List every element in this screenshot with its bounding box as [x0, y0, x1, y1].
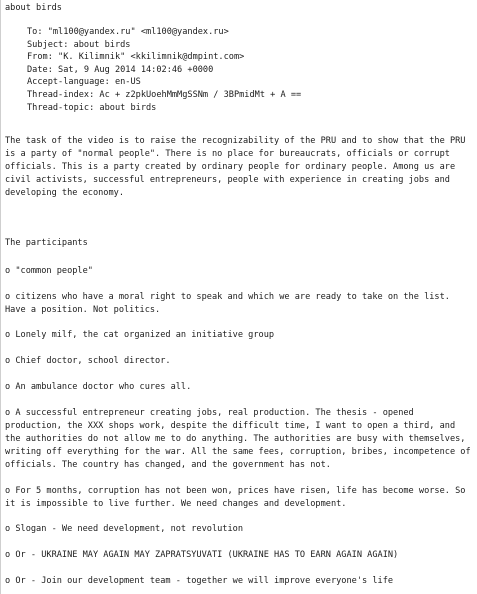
header-from: From: "K. Kilimnik" <kkilimnik@dmpint.com>	[27, 52, 245, 63]
list-item: o An ambulance doctor who cures all.	[5, 382, 192, 392]
list-item: o Lonely milf, the cat organized an initiative group	[5, 330, 275, 340]
header-accept-language: Accept-language: en-US	[27, 77, 141, 88]
list-item: o Chief doctor, school director.	[5, 356, 171, 366]
list-item: o For 5 months, corruption has not been won, prices have risen, life has become worse. So it is impossible to live further. We need changes and development.	[5, 486, 466, 509]
email-title: about birds	[5, 3, 62, 13]
intro-paragraph: The task of the video is to raise the recognizability of the PRU and to show that the PRU is a party of "normal people". There is no place for bureaucrats, officials or corrupt officials. This is a party created by ordinary people for ordinary people. Among us are civil activists, successful entrepreneurs, people with experience in creating jobs and developing the economy.	[5, 136, 466, 198]
participants-heading: The participants	[5, 238, 88, 248]
header-subject: Subject: about birds	[27, 39, 131, 50]
list-item: o "common people"	[5, 266, 93, 276]
list-item: o Slogan - We need development, not revolution	[5, 524, 243, 534]
header-thread-topic: Thread-topic: about birds	[27, 102, 157, 113]
header-date: Date: Sat, 9 Aug 2014 14:02:46 +0000	[27, 64, 214, 75]
list-item: o Or - UKRAINE MAY AGAIN MAY ZAPRATSYUVATI (UKRAINE HAS TO EARN AGAIN AGAIN)	[5, 550, 399, 560]
list-item: o citizens who have a moral right to speak and which we are ready to take on the list. Have a position. Not politics.	[5, 292, 450, 315]
header-thread-index: Thread-index: Ac + z2pkUoehMmMgSSNm / 3BPmidMt + A ==	[27, 89, 302, 100]
email-headers	[27, 26, 301, 114]
header-to: To: "ml100@yandex.ru" <ml100@yandex.ru>	[27, 27, 229, 37]
list-item: o Or - Join our development team - together we will improve everyone's life	[5, 576, 394, 586]
list-item: o A successful entrepreneur creating jobs, real production. The thesis - opened production, the XXX shops work, despite the difficult time, I want to open a third, and the authorities do not allow me to do anything. The authorities are busy with themselves, writing off everything for the war. All the same fees, corruption, bribes, incompetence of officials. The country has changed, and the government has not.	[5, 408, 471, 470]
